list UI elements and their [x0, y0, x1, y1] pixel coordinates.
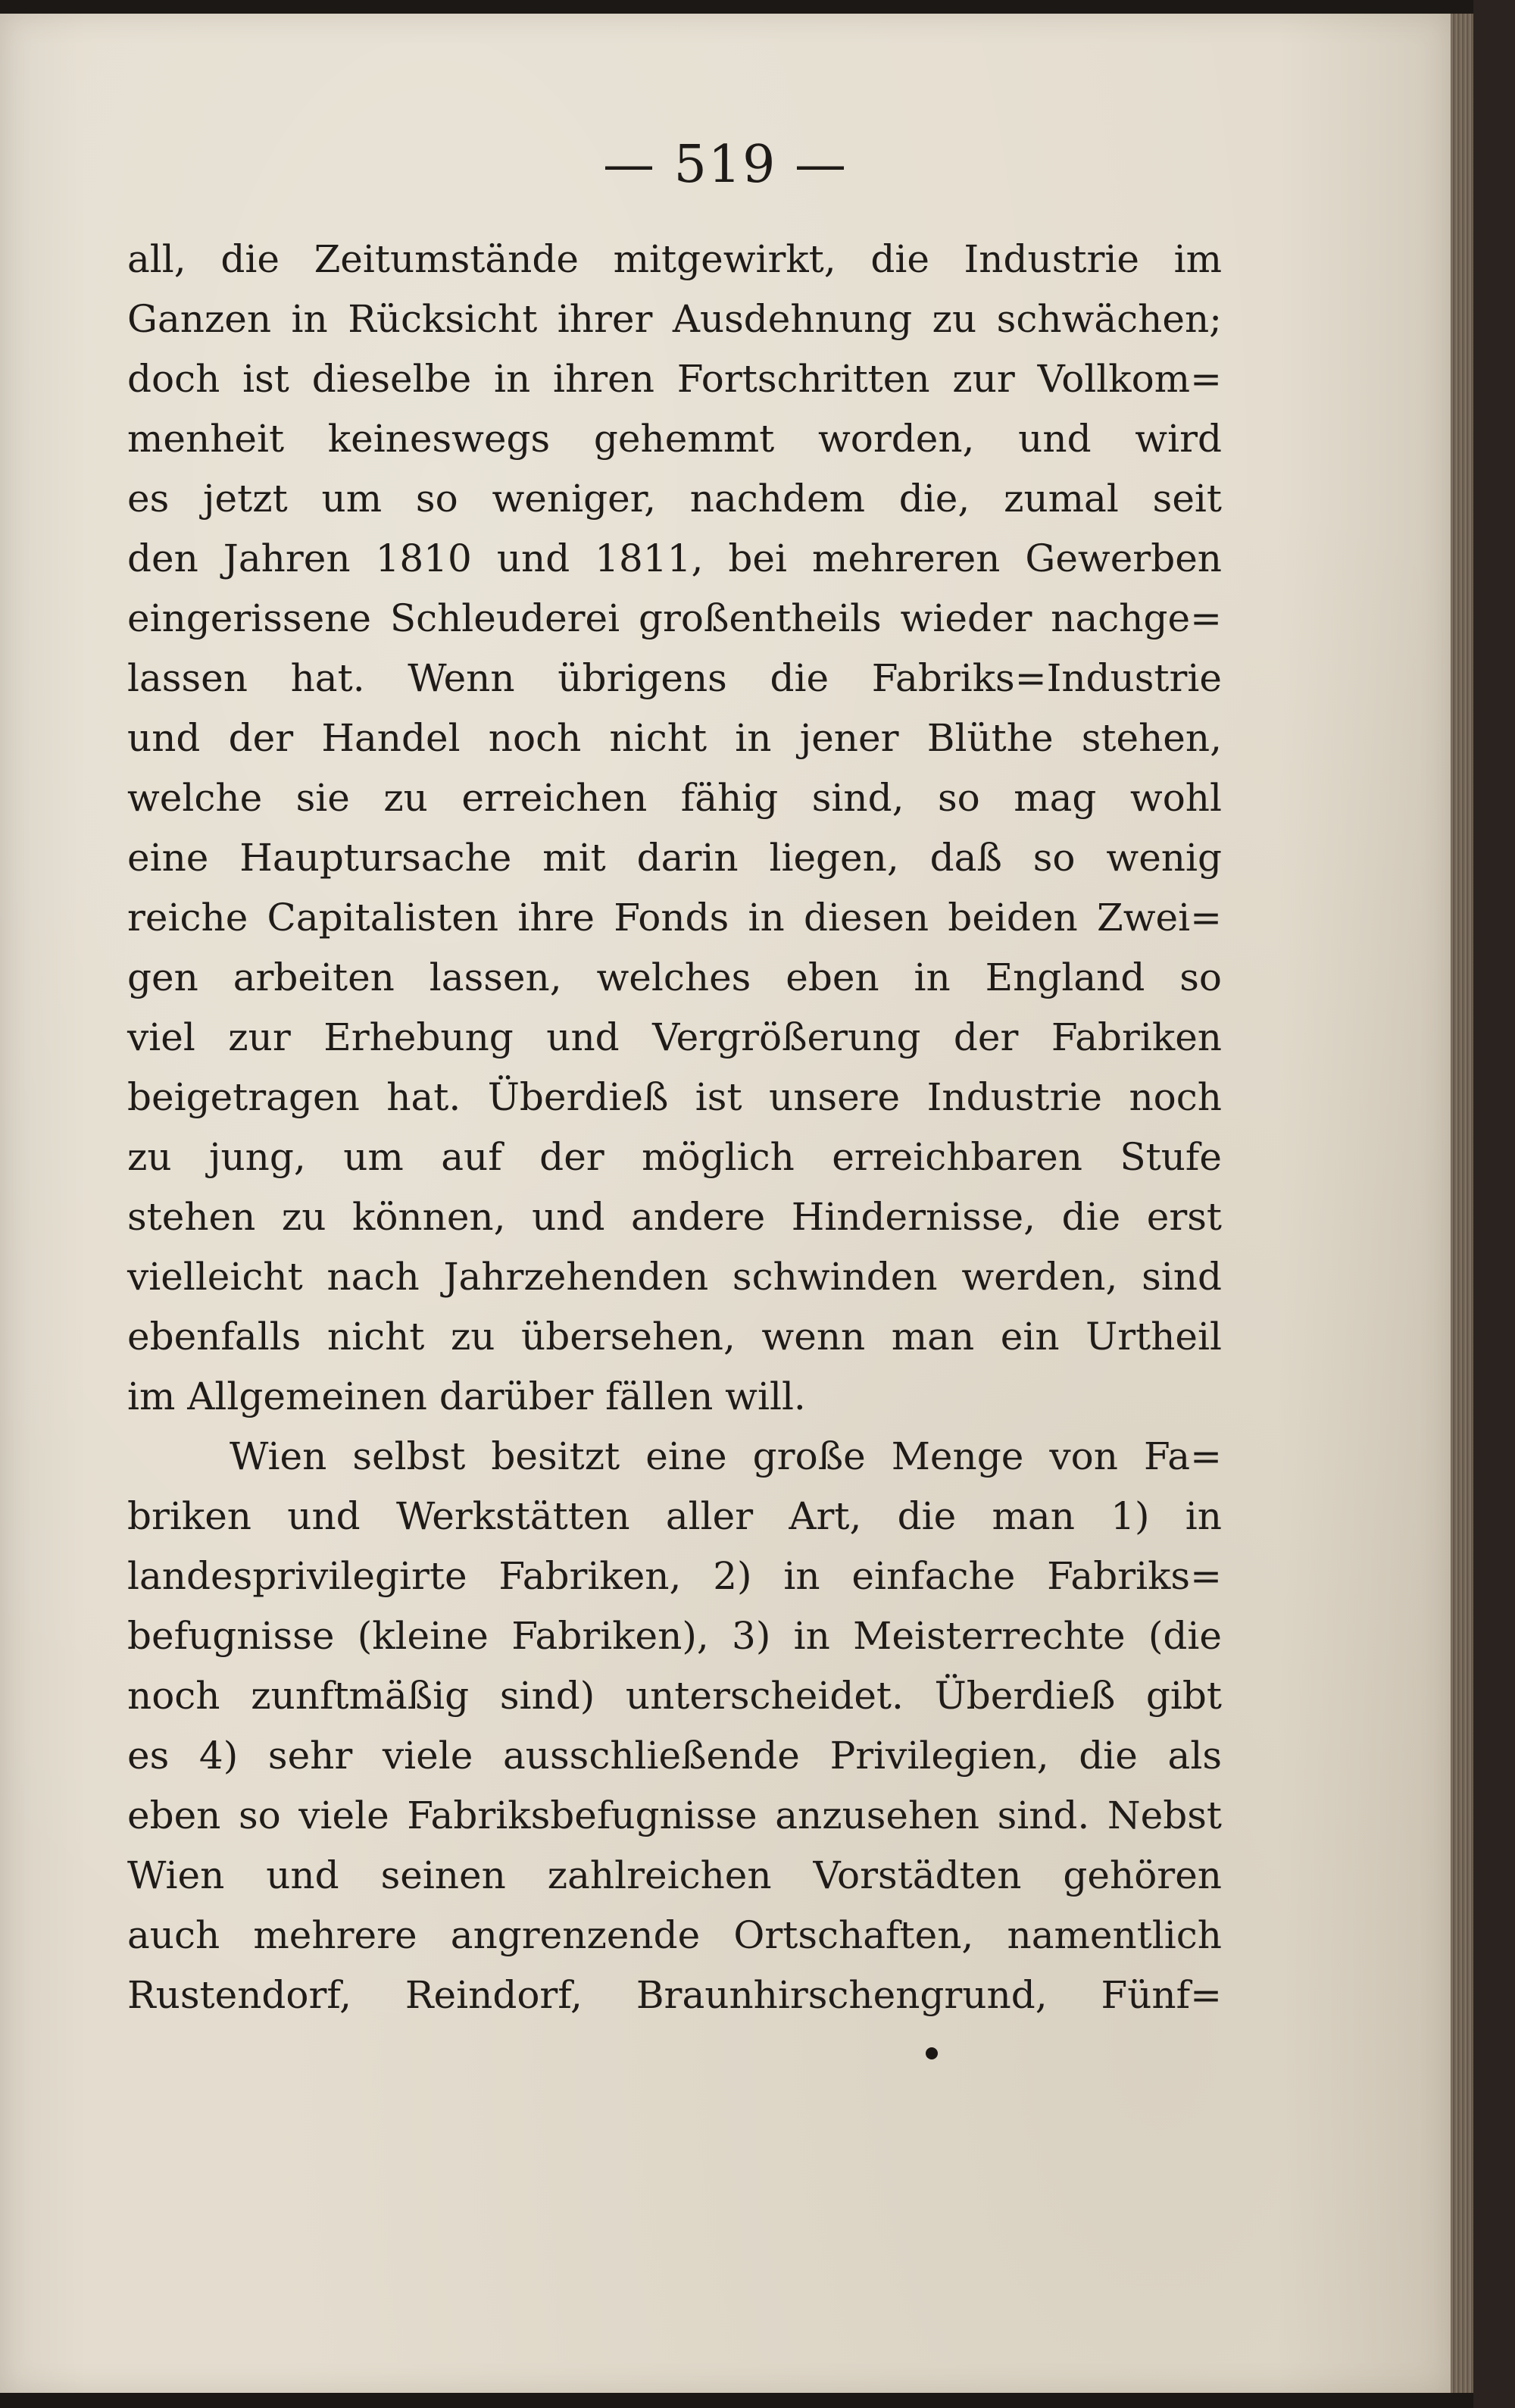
- text-line: vielleicht nach Jahrzehenden schwinden werden, sind: [127, 1255, 1222, 1299]
- text-line: eine Hauptursache mit darin liegen, daß so wenig: [127, 836, 1222, 880]
- text-line: ebenfalls nicht zu übersehen, wenn man ein Urtheil: [127, 1315, 1222, 1359]
- text-line: Wien selbst besitzt eine große Menge von Fa=: [230, 1434, 1222, 1478]
- text-line: im Allgemeinen darüber fällen will.: [127, 1374, 806, 1418]
- ink-dot: [926, 2047, 938, 2059]
- text-line: beigetragen hat. Überdieß ist unsere Industrie noch: [127, 1075, 1222, 1119]
- text-line: eingerissene Schleuderei großentheils wieder nachge=: [127, 596, 1222, 640]
- text-line: lassen hat. Wenn übrigens die Fabriks=Industrie: [127, 656, 1222, 700]
- text-line: reiche Capitalisten ihre Fonds in diesen beiden Zwei=: [127, 896, 1222, 940]
- text-line: es jetzt um so weniger, nachdem die, zumal seit: [127, 477, 1222, 521]
- text-line: all, die Zeitumstände mitgewirkt, die Industrie im: [127, 237, 1222, 281]
- text-line: welche sie zu erreichen fähig sind, so mag wohl: [127, 776, 1222, 820]
- page-edge: [1451, 14, 1473, 2393]
- text-line: auch mehrere angrenzende Ortschaften, namentlich: [127, 1913, 1222, 1957]
- text-line: eben so viele Fabriksbefugnisse anzusehen sind. Nebst: [127, 1793, 1222, 1837]
- text-line: landesprivilegirte Fabriken, 2) in einfache Fabriks=: [127, 1554, 1222, 1598]
- text-line: zu jung, um auf der möglich erreichbaren Stufe: [127, 1135, 1222, 1179]
- page-number: — 519 —: [602, 135, 848, 195]
- text-line: doch ist dieselbe in ihren Fortschritten zur Vollkom=: [127, 357, 1222, 401]
- page-paper: [0, 14, 1451, 2393]
- text-line: briken und Werkstätten aller Art, die man 1) in: [127, 1494, 1222, 1538]
- text-line: und der Handel noch nicht in jener Blüthe stehen,: [127, 716, 1222, 760]
- text-line: noch zunftmäßig sind) unterscheidet. Überdieß gibt: [127, 1674, 1222, 1718]
- text-line: es 4) sehr viele ausschließende Privilegien, die als: [127, 1734, 1222, 1778]
- text-line: gen arbeiten lassen, welches eben in England so: [127, 955, 1222, 999]
- text-line: menheit keineswegs gehemmt worden, und wird: [127, 417, 1222, 461]
- text-line: viel zur Erhebung und Vergrößerung der Fabriken: [127, 1015, 1222, 1059]
- text-line: Rustendorf, Reindorf, Braunhirschengrund, Fünf=: [127, 1973, 1222, 2017]
- text-line: befugnisse (kleine Fabriken), 3) in Meisterrechte (die: [127, 1614, 1222, 1658]
- text-line: Wien und seinen zahlreichen Vorstädten gehören: [127, 1853, 1222, 1897]
- text-line: Ganzen in Rücksicht ihrer Ausdehnung zu schwächen;: [127, 297, 1222, 341]
- text-line: stehen zu können, und andere Hindernisse, die erst: [127, 1195, 1222, 1239]
- body-text: [127, 230, 1222, 2025]
- book-cover-edge: [1473, 0, 1515, 2408]
- text-line: den Jahren 1810 und 1811, bei mehreren Gewerben: [127, 536, 1222, 580]
